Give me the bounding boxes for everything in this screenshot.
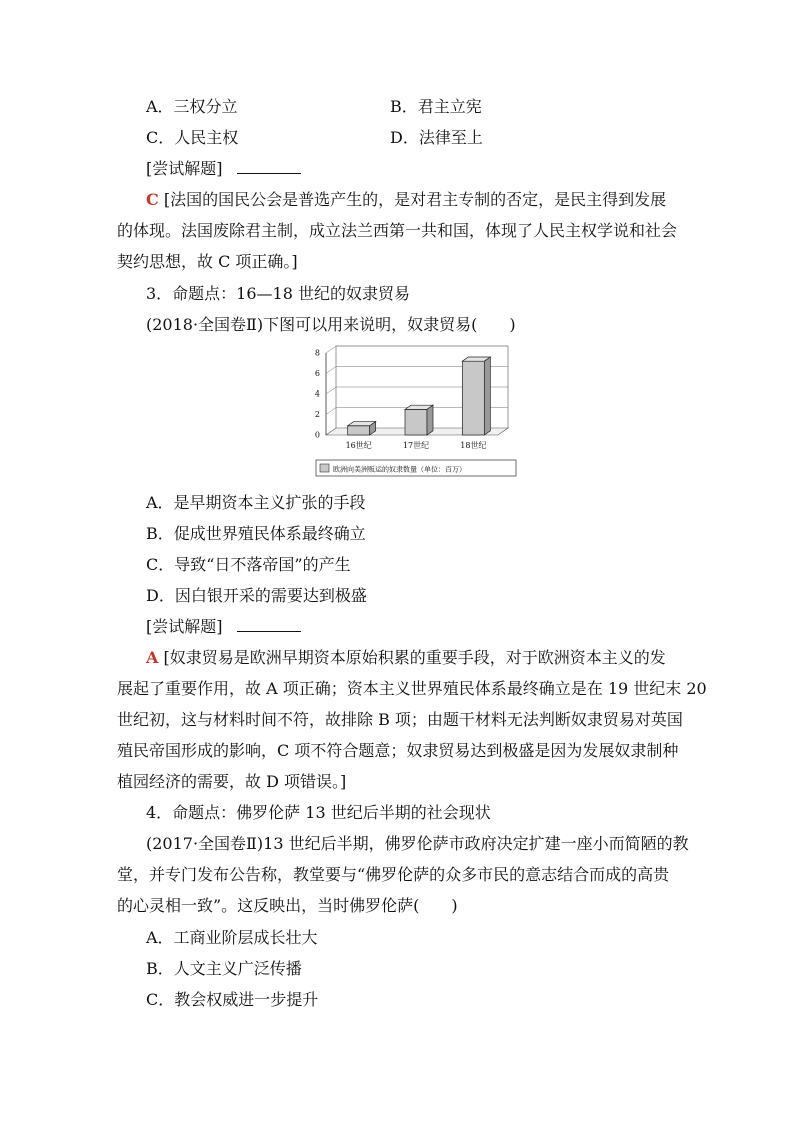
q2-explain-text-1: [法国的国民公会是普选产生的，是对君主专制的否定，是民主得到发展 (163, 190, 667, 209)
chart-x-tick-label: 16世纪 (345, 441, 372, 450)
q3-explain-line-3: 世纪初，这与材料时间不符，故排除 B 项；由题干材料无法判断奴隶贸易对英国 (117, 710, 683, 729)
chart-legend-text: 欧洲向美洲贩运的奴隶数量（单位：百万） (333, 465, 466, 474)
q3-title: 3．命题点：16—18 世纪的奴隶贸易 (146, 284, 410, 303)
q3-option-d: D．因白银开采的需要达到极盛 (146, 586, 367, 605)
chart-gridline (326, 346, 508, 353)
q3-explain-line-2: 展起了重要作用，故 A 项正确；资本主义世界殖民体系最终确立是在 19 世纪末 20 (117, 679, 707, 698)
chart-y-tick-label: 8 (314, 348, 320, 358)
chart-y-tick-label: 0 (314, 430, 320, 440)
q2-try-row (146, 158, 301, 180)
q3-answer-letter: A (146, 648, 159, 667)
chart-x-labels (346, 440, 487, 450)
chart-bar-front (462, 361, 484, 435)
q2-explain-line-1 (146, 189, 666, 211)
q4-stem-line-3: 的心灵相一致”。这反映出，当时佛罗伦萨( ) (117, 896, 458, 915)
slave-trade-chart (308, 345, 528, 480)
chart-y-ticks (315, 349, 320, 440)
chart-bar-side (427, 405, 433, 435)
chart-bars (348, 357, 491, 435)
chart-x-tick-label: 17世纪 (402, 441, 430, 450)
q3-explain-text-1: [奴隶贸易是欧洲早期资本原始积累的重要手段，对于欧洲资本主义的发 (163, 648, 666, 667)
q3-explain-line-4: 殖民帝国形成的影响，C 项不符合题意；奴隶贸易达到极盛是因为发展奴隶制种 (117, 741, 679, 760)
q3-explain-line-5: 植园经济的需要，故 D 项错误。] (117, 772, 347, 791)
q4-option-b: B．人文主义广泛传播 (146, 959, 302, 978)
q3-try-row (146, 616, 301, 638)
q4-stem-line-2: 堂，并专门发布公告称，教堂要与“佛罗伦萨的众多市民的意志结合而成的高贵 (117, 865, 670, 884)
chart-x-tick-label: 18世纪 (460, 441, 487, 450)
q4-title: 4．命题点：佛罗伦萨 13 世纪后半期的社会现状 (146, 803, 491, 822)
q2-explain-line-3: 契约思想，故 C 项正确。] (117, 252, 298, 271)
q4-stem-line-1: (2017·全国卷Ⅱ)13 世纪后半期，佛罗伦萨市政府决定扩建一座小而简陋的教 (146, 834, 689, 853)
chart-svg (308, 345, 528, 480)
chart-bar-side (484, 357, 490, 435)
q2-answer-blank[interactable] (237, 159, 301, 174)
q3-option-c: C．导致“日不落帝国”的产生 (146, 555, 351, 574)
chart-y-tick-label: 4 (314, 389, 320, 399)
chart-bar (405, 405, 433, 435)
q4-option-a: A．工商业阶层成长壮大 (146, 928, 318, 947)
q3-explain-line-1 (146, 647, 666, 669)
q3-answer-blank[interactable] (237, 617, 301, 632)
q2-answer-letter: C (146, 190, 159, 209)
q2-option-c: C．人民主权 (146, 128, 239, 147)
q2-try-label: [尝试解题] (146, 159, 223, 178)
q3-try-label: [尝试解题] (146, 617, 223, 636)
q3-option-b: B．促成世界殖民体系最终确立 (146, 524, 366, 543)
chart-y-tick-label: 2 (314, 410, 320, 419)
chart-bar-front (348, 426, 370, 435)
q3-stem: (2018·全国卷Ⅱ)下图可以用来说明，奴隶贸易( ) (146, 315, 516, 334)
chart-y-tick-label: 6 (314, 369, 320, 378)
q3-option-a: A．是早期资本主义扩张的手段 (146, 493, 366, 512)
chart-bar-front (405, 409, 427, 435)
q2-option-a: A．三权分立 (146, 97, 238, 116)
q4-option-c: C．教会权威进一步提升 (146, 990, 319, 1009)
chart-bar (348, 422, 376, 435)
q2-explain-line-2: 的体现。法国废除君主制，成立法兰西第一共和国，体现了人民主权学说和社会 (117, 221, 678, 240)
q2-option-d: D．法律至上 (390, 128, 483, 147)
chart-legend-swatch (320, 464, 329, 472)
q2-option-b: B．君主立宪 (390, 97, 482, 116)
chart-bar (462, 357, 490, 435)
